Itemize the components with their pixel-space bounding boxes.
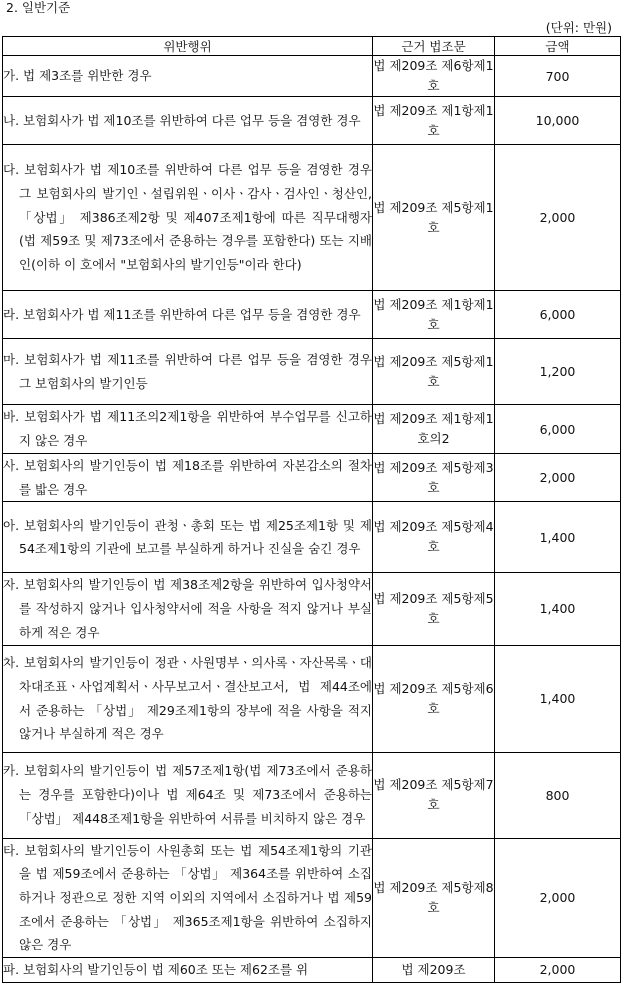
legal-basis-cell: 법 제209조 제5항제1호 [373,339,495,405]
violation-cell [3,838,373,958]
amount-cell: 700 [495,56,621,97]
violation-text: 아. 보험회사의 발기인등이 관청ㆍ총회 또는 법 제25조제1항 및 제54조제1항의 기관에 보고를 부실하게 하거나 진실을 숨긴 경우 [3,517,372,557]
table-row [3,838,621,958]
table-row [3,958,621,983]
amount-cell: 1,400 [495,502,621,573]
violation-text: 바. 보험회사가 법 제11조의2제1항을 위반하여 부수업무를 신고하지 않은 경우 [3,409,372,448]
table-row [3,454,621,502]
violation-cell [3,645,373,752]
violation-cell [3,405,373,454]
violation-cell [3,56,373,97]
violation-text: 라. 보험회사가 법 제11조를 위반하여 다른 업무 등을 겸영한 경우 [3,306,361,322]
legal-basis-cell: 법 제209조 제5항제5호 [373,573,495,645]
violation-text: 차. 보험회사의 발기인등이 정관ㆍ사원명부ㆍ의사록ㆍ자산목록ㆍ대차대조표ㆍ사업계획서ㆍ사무보고서ㆍ결산보고서, 법 제44조에서 준용하는 「상법」 제29조제1항의 장부에 적을 사항을 적지 않거나 부실하게 적은 경우 [3,655,372,742]
violation-text: 마. 보험회사가 법 제11조를 위반하여 다른 업무 등을 겸영한 경우 그 보험회사의 발기인등 [3,351,372,391]
table-row [3,752,621,838]
amount-cell: 1,400 [495,573,621,645]
amount-cell: 1,400 [495,645,621,752]
violation-cell [3,454,373,502]
table-row [3,56,621,97]
table-row [3,573,621,645]
header-amount: 금액 [495,37,621,56]
amount-cell: 2,000 [495,838,621,958]
violation-text: 다. 보험회사가 법 제10조를 위반하여 다른 업무 등을 겸영한 경우 그 보험회사의 발기인ㆍ설립위원ㆍ이사ㆍ감사ㆍ검사인ㆍ청산인, 「상법」 제386조제2항 및 제407조제1항에 따른 직무대행자(법 제59조 및 제73조에서 준용하는 경우를 포함한다) 또는 지배인(이하 이 호에서 "보험회사의 발기인등"이라 한다) [3,162,372,273]
violation-cell [3,502,373,573]
section-heading: 2. 일반기준 [6,0,71,15]
violation-text: 가. 법 제3조를 위반한 경우 [3,68,152,84]
header-legal-basis: 근거 법조문 [373,37,495,56]
amount-cell: 1,200 [495,339,621,405]
legal-basis-cell: 법 제209조 제6항제1호 [373,56,495,97]
violation-cell [3,958,373,983]
table-row [3,339,621,405]
legal-basis-cell: 법 제209조 제5항제6호 [373,645,495,752]
table-row [3,97,621,145]
violation-cell [3,752,373,838]
table-row [3,291,621,339]
violation-text: 자. 보험회사의 발기인등이 법 제38조제2항을 위반하여 입사청약서를 작성하지 않거나 입사청약서에 적을 사항을 적지 않거나 부실하게 적은 경우 [3,577,372,640]
table-header-row [3,37,621,56]
violation-cell [3,339,373,405]
header-violation: 위반행위 [3,37,373,56]
amount-cell: 2,000 [495,958,621,983]
amount-cell: 2,000 [495,145,621,291]
violation-text: 카. 보험회사의 발기인등이 법 제57조제1항(법 제73조에서 준용하는 경우를 포함한다)이나 법 제64조 및 제73조에서 준용하는 「상법」 제448조제1항을 위반하여 서류를 비치하지 않은 경우 [3,763,372,826]
amount-cell: 6,000 [495,405,621,454]
legal-basis-cell: 법 제209조 제5항제4호 [373,502,495,573]
legal-basis-cell: 법 제209조 제1항제1호 [373,291,495,339]
amount-cell: 6,000 [495,291,621,339]
violation-text: 타. 보험회사의 발기인등이 사원총회 또는 법 제54조제1항의 기관을 법 제59조에서 준용하는 「상법」 제364조를 위반하여 소집하거나 정관으로 정한 지역 이외의 지역에서 소집하거나 법 제59조에서 준용하는 「상법」 제365조제1항을 위반하여 소집하지 않은 경우 [3,842,372,953]
violation-text: 파. 보험회사의 발기인등이 법 제60조 또는 제62조를 위 [3,962,309,978]
violation-cell [3,97,373,145]
legal-basis-cell: 법 제209조 제5항제3호 [373,454,495,502]
table-row [3,645,621,752]
penalty-table [2,36,621,983]
table-row [3,405,621,454]
violation-cell [3,573,373,645]
legal-basis-cell: 법 제209조 제5항제8호 [373,838,495,958]
legal-basis-cell: 법 제209조 제1항제1호의2 [373,405,495,454]
violation-cell [3,291,373,339]
amount-cell: 2,000 [495,454,621,502]
violation-cell [3,145,373,291]
table-row [3,145,621,291]
legal-basis-cell: 법 제209조 [373,958,495,983]
amount-cell: 10,000 [495,97,621,145]
unit-note: (단위: 만원) [545,20,612,35]
legal-basis-cell: 법 제209조 제1항제1호 [373,97,495,145]
violation-text: 사. 보험회사의 발기인등이 법 제18조를 위반하여 자본감소의 절차를 밟은 경우 [3,458,372,497]
legal-basis-cell: 법 제209조 제5항제7호 [373,752,495,838]
violation-text: 나. 보험회사가 법 제10조를 위반하여 다른 업무 등을 겸영한 경우 [3,112,361,128]
table-row [3,502,621,573]
legal-basis-cell: 법 제209조 제5항제1호 [373,145,495,291]
amount-cell: 800 [495,752,621,838]
